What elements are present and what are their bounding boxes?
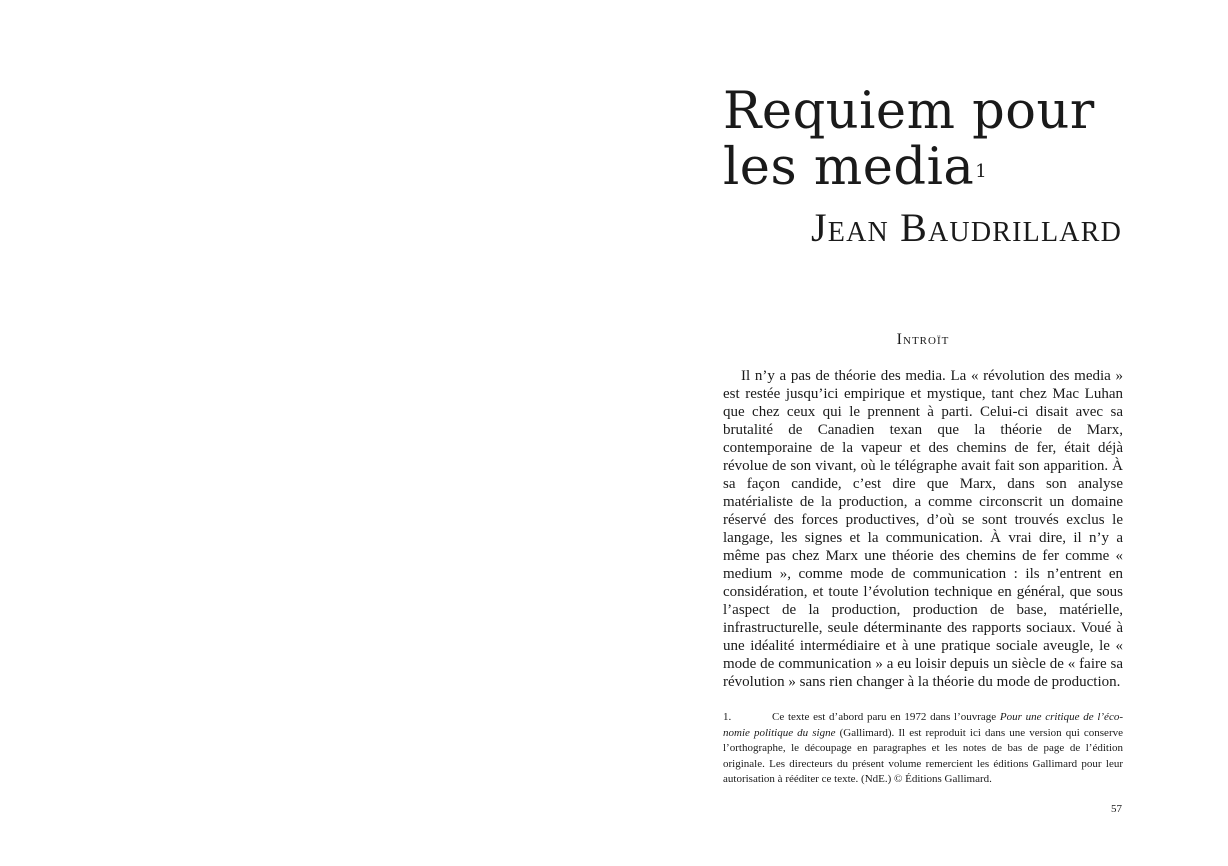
footnote-text-after: (Gallimard). Il est reproduit ici dans une version qui conserve l’orthographe, le découpage en paragraphes et les notes de bas de page de l’édition originale. Les directeurs du présent volume remercient les éditions Gallimard pour leur autorisation à rééditer ce texte. (NdE.) © Éditions Gallimard. bbox=[723, 726, 1123, 785]
body-paragraph: Il n’y a pas de théorie des media. La « révolution des media » est restée jusqu’ici empirique et mystique, tant chez Mac Luhan que chez ceux qui le prennent à parti. Celui-ci disait avec sa brutalité de Canadien texan que la théorie de Marx, contemporaine de la vapeur et des chemins de fer, était déjà révolue de son vivant, où le télégraphe avait fait son apparition. À sa façon candide, c’est dire que Marx, dans son analyse matérialiste de la production, a comme circonscrit un domaine réservé des forces productives, d’où se sont trouvés exclus le langage, les signes et la communication. À vrai dire, il n’y a même pas chez Marx une théorie des chemins de fer comme « medium », comme mode de communication : ils n’entrent en considération, et toute l’évolution technique en général, que sous l’aspect de la production, production de base, matérielle, infrastructurelle, seule déterminante des rapports sociaux. Voué à une idéalité intermédiaire et à une pratique sociale aveugle, le « mode de communication » a eu loisir depuis un siècle de « faire sa révolution » sans rien changer à la théorie du mode de production. bbox=[723, 368, 1123, 690]
footnote bbox=[723, 710, 1123, 788]
chapter-title-line-2 bbox=[723, 140, 1123, 196]
chapter-title-line-2-text: les media bbox=[723, 138, 975, 197]
section-heading: Introït bbox=[896, 331, 950, 348]
footnote-number: 1. bbox=[723, 711, 732, 723]
page-number: 57 bbox=[1111, 803, 1122, 815]
author-name: Jean Baudrillard bbox=[811, 205, 1122, 250]
chapter-title-line-1: Requiem pour bbox=[723, 82, 1095, 141]
footnote-text-before: Ce texte est d’abord paru en 1972 dans l’ouvrage bbox=[772, 711, 1000, 723]
chapter-title bbox=[723, 84, 1123, 196]
footnote-reference-mark: 1 bbox=[975, 161, 988, 182]
footnote-book-title: Pour une critique de l’économie politique du signe bbox=[723, 711, 1123, 739]
